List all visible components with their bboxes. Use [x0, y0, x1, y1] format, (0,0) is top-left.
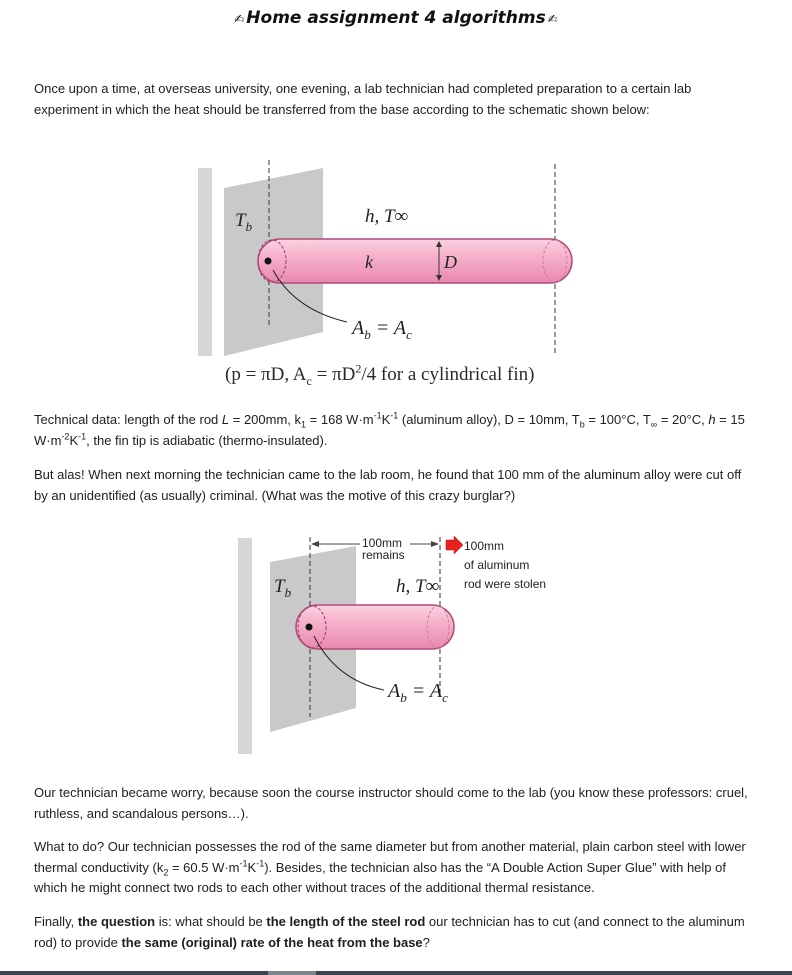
- title-text: Home assignment 4 algorithms: [246, 8, 546, 28]
- worry-paragraph: Our technician became worry, because soon the course instructor should come to the lab (you know these professors: cruel, ruthless, and scandalous persons…).: [34, 785, 748, 821]
- figure-2-cut-rod: [232, 532, 582, 757]
- tech-text: , the fin tip is adiabatic (thermo-insulated).: [86, 432, 328, 448]
- label-tb-sub: b: [245, 219, 253, 234]
- final-bold: the question: [77, 914, 156, 929]
- tech-text: Technical data: length of the rod: [34, 412, 222, 427]
- label-tb-main: T: [235, 210, 246, 231]
- label-d: D: [444, 252, 457, 272]
- tech-sup: -1: [390, 410, 399, 421]
- final-text: ?: [422, 934, 430, 950]
- technical-data-paragraph: [34, 410, 756, 451]
- tech-var-l: L: [221, 412, 230, 427]
- final-question-paragraph: [34, 912, 756, 953]
- label-eq: = A: [370, 317, 407, 339]
- whatdo-text: K: [247, 859, 257, 875]
- aluminum-rod: [258, 239, 572, 283]
- alas-paragraph: But alas! When next morning the technician came to the lab room, he found that 100 mm of the aluminum alloy were cut off by an unidentified (as usually) criminal. (What was the motive of this crazy burglar?): [34, 467, 742, 503]
- whatdo-text: = 60.5 W·m: [168, 859, 240, 875]
- label-tb-main: T: [274, 576, 285, 597]
- tech-sup: -1: [373, 410, 382, 421]
- label-ab-sub: b: [364, 327, 371, 342]
- label-ac-sub: c: [406, 327, 412, 342]
- final-text: Finally,: [34, 914, 78, 929]
- caption-sub-c: c: [306, 373, 312, 388]
- label-ab-sub: b: [400, 690, 407, 705]
- tech-sup: -2: [61, 431, 70, 442]
- tech-text: = 20°C,: [657, 412, 709, 427]
- final-text: our technician has to cut (and connect to the aluminum rod) to provide: [34, 914, 745, 950]
- wall-bar: [238, 538, 252, 754]
- scrollbar-thumb[interactable]: [268, 971, 316, 975]
- stolen-label-1: 100mm: [464, 539, 505, 553]
- caption-part-2: = πD: [311, 364, 356, 385]
- final-bold: the length of the steel rod: [266, 914, 426, 929]
- writing-hand-icon: ✍: [547, 12, 558, 26]
- final-text: is: what should be: [155, 914, 267, 929]
- intro-paragraph: Once upon a time, at overseas university, one evening, a lab technician had completed preparation to a certain lab experiment in which the heat should be transferred from the base according to the schematic shown below:: [34, 81, 692, 117]
- whatdo-text: ). Besides, the technician also has the “A Double Action Super Glue” with help of which he might connect two rods to each other without traces of the additional thermal resistance.: [34, 859, 726, 895]
- stolen-label-2: of aluminum: [464, 558, 530, 572]
- tech-sub: 1: [301, 419, 307, 430]
- base-point: [306, 624, 313, 631]
- label-ac-sub: c: [442, 690, 448, 705]
- label-k: k: [365, 252, 373, 272]
- writing-hand-icon: ✍: [234, 12, 245, 26]
- remains-arrow-left: [311, 541, 319, 547]
- tech-text: = 200mm, k: [229, 412, 302, 427]
- label-h-tinf: h, T∞: [396, 576, 440, 597]
- label-tb-sub: b: [284, 585, 292, 600]
- tech-text: K: [69, 432, 79, 448]
- tech-sup: -1: [78, 431, 87, 442]
- figure-1-cylindrical-fin: [195, 160, 605, 365]
- label-h-tinf: h, T∞: [365, 206, 409, 227]
- tech-sub: b: [579, 419, 585, 430]
- tech-sub: ∞: [650, 419, 658, 430]
- label-ab-main: A: [388, 680, 401, 702]
- tech-var-h: h: [708, 412, 716, 427]
- caption-part-1: (p = πD, A: [225, 364, 307, 385]
- figure-1-caption: [225, 361, 535, 388]
- whatdo-sup: -1: [239, 858, 248, 869]
- tech-text: = 15 W·m: [34, 412, 745, 448]
- whatdo-text: What to do? Our technician possesses the rod of the same diameter but from another material, plain carbon steel with lower thermal conductivity (k: [34, 839, 746, 875]
- base-point: [265, 258, 272, 265]
- whatdo-sup: -1: [256, 858, 265, 869]
- stolen-red-arrow: [446, 536, 463, 554]
- label-ab-ac: [350, 317, 412, 342]
- remains-label-1: 100mm: [362, 536, 403, 550]
- tech-text: K: [381, 412, 391, 427]
- what-to-do-paragraph: [34, 837, 756, 899]
- remains-label-2: remains: [362, 548, 405, 562]
- caption-part-3: /4 for a cylindrical fin): [361, 364, 535, 385]
- stolen-label-3: rod were stolen: [464, 577, 547, 591]
- final-bold: the same (original) rate of the heat from the base: [121, 934, 423, 950]
- tech-text: = 100°C, T: [584, 412, 651, 427]
- tech-text: (aluminum alloy), D = 10mm, T: [398, 412, 580, 427]
- whatdo-sub: 2: [163, 867, 169, 878]
- label-eq: = A: [406, 680, 443, 702]
- label-ab-ac: [386, 680, 448, 705]
- wall-bar: [198, 168, 212, 356]
- bottom-scrollbar[interactable]: [0, 971, 792, 975]
- tech-text: = 168 W·m: [306, 412, 374, 427]
- caption-sup-2: 2: [355, 361, 362, 376]
- remains-arrow-right: [431, 541, 439, 547]
- label-ab-main: A: [352, 317, 365, 339]
- page-title: [0, 8, 792, 28]
